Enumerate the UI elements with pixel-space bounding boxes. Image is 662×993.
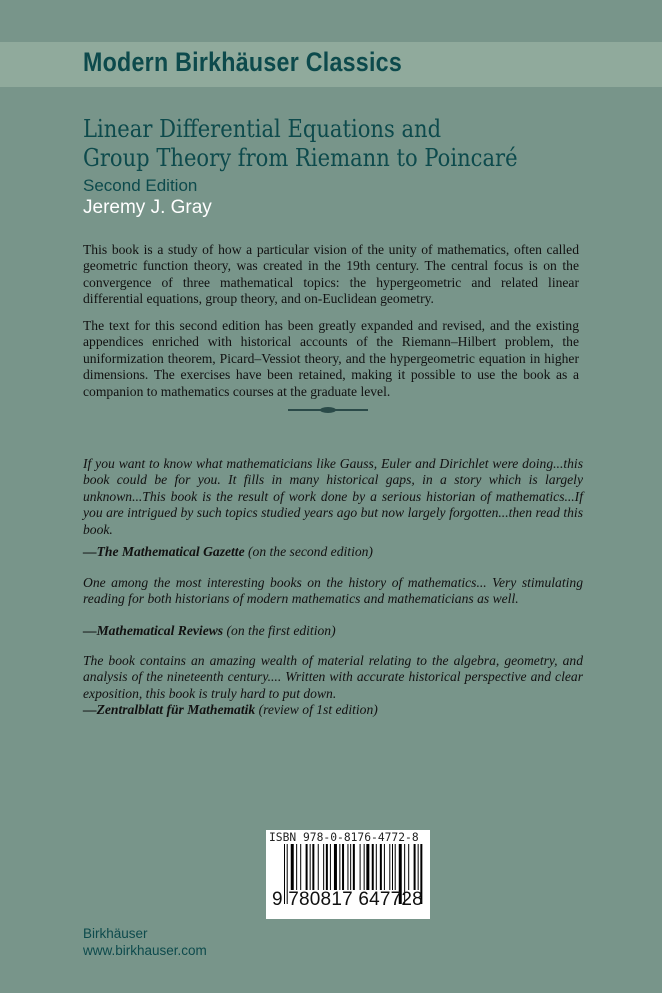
barcode-bar xyxy=(342,844,344,890)
source-note: (on the first edition) xyxy=(223,623,336,638)
review-quote xyxy=(83,575,583,608)
barcode-bar xyxy=(380,844,382,890)
barcode-bar xyxy=(384,844,385,890)
source-name: —Zentralblatt für Mathematik xyxy=(83,702,256,717)
review-quote xyxy=(83,456,583,538)
barcode-bar xyxy=(395,844,396,890)
barcode-bar xyxy=(364,844,365,890)
title-line-1: Linear Differential Equations and xyxy=(83,114,442,143)
barcode-bar xyxy=(366,844,369,890)
barcode-bar xyxy=(414,844,416,890)
isbn-barcode xyxy=(266,830,430,919)
quote-text: The book contains an amazing wealth of material relating to the algebra, geometry, and analysis of the nineteenth century.... Written with accurate historical perspective and clear exposition, this book is truly hard to put down. xyxy=(83,653,583,701)
barcode-bar xyxy=(408,844,409,890)
barcode-bar xyxy=(334,844,337,890)
publisher-name: Birkhäuser xyxy=(83,926,148,941)
source-name: —The Mathematical Gazette xyxy=(83,544,245,559)
barcode-bar xyxy=(347,844,348,890)
barcode-bar xyxy=(418,844,419,890)
source-note: (on the second edition) xyxy=(244,544,373,559)
publisher-block xyxy=(83,925,207,959)
title-line-2: Group Theory from Riemann to Poincaré xyxy=(83,143,518,172)
edition: Second Edition xyxy=(83,176,198,195)
barcode-bar xyxy=(326,844,328,890)
source-name: —Mathematical Reviews xyxy=(83,623,224,638)
barcode-bar xyxy=(300,844,301,890)
source-note: (review of 1st edition) xyxy=(255,702,378,717)
barcode-bar xyxy=(376,844,377,890)
barcode-bar xyxy=(318,844,319,890)
review-source xyxy=(83,702,583,718)
author: Jeremy J. Gray xyxy=(83,197,212,218)
barcode-bar xyxy=(350,844,351,890)
barcode-bar xyxy=(312,844,314,890)
barcode-bar xyxy=(291,844,294,890)
barcode-bar xyxy=(330,844,331,890)
barcode-bar xyxy=(353,844,355,890)
ornament-divider xyxy=(288,409,368,411)
barcode-bar xyxy=(296,844,297,890)
barcode-bar xyxy=(392,844,393,890)
barcode-bar xyxy=(360,844,361,890)
quote-text: One among the most interesting books on the history of mathematics... Very stimulating reading for both historians of modern mathematics and mathematicians as well. xyxy=(83,575,583,607)
barcode-digits: 9 780817 647728 xyxy=(272,889,423,910)
review-source xyxy=(83,623,583,639)
series-name: Modern Birkhäuser Classics xyxy=(83,47,403,77)
publisher-website: www.birkhauser.com xyxy=(83,943,207,958)
book-title xyxy=(83,114,662,172)
review-source xyxy=(83,544,583,560)
barcode-bar xyxy=(323,844,324,890)
quote-text: If you want to know what mathematicians like Gauss, Euler and Dirichlet were doing...this book could be for you. It fills in many historical gaps, in a story which is largely unknown...This book is the result of work done by a serious historian of mathematics...If you are intrigued by such topics studied years ago but now largely forgotten...then read this book. xyxy=(83,456,583,537)
barcode-bar xyxy=(310,844,311,890)
barcode-bar xyxy=(306,844,308,890)
isbn-text: ISBN 978-0-8176-4772-8 xyxy=(269,831,419,844)
barcode-bar xyxy=(372,844,374,890)
review-quote xyxy=(83,653,583,702)
barcode-bar xyxy=(389,844,390,890)
barcode-bar xyxy=(339,844,340,890)
description-paragraph: The text for this second edition has been greatly expanded and revised, and the existing appendices enriched with historical accounts of the Riemann–Hilbert problem, the uniformization theorem, Picard–Vessiot theory, and the hypergeometric equation in higher dimensions. The exercises have been retained, making it possible to use the book as a companion to mathematics courses at the graduate level. xyxy=(83,318,579,399)
description-paragraph: This book is a study of how a particular vision of the unity of mathematics, often called geometric function theory, was created in the 19th century. The central focus is on the convergence of three mathematical topics: the hypergeometric and related linear differential equations, group theory, and on-Euclidean geometry. xyxy=(83,242,579,307)
